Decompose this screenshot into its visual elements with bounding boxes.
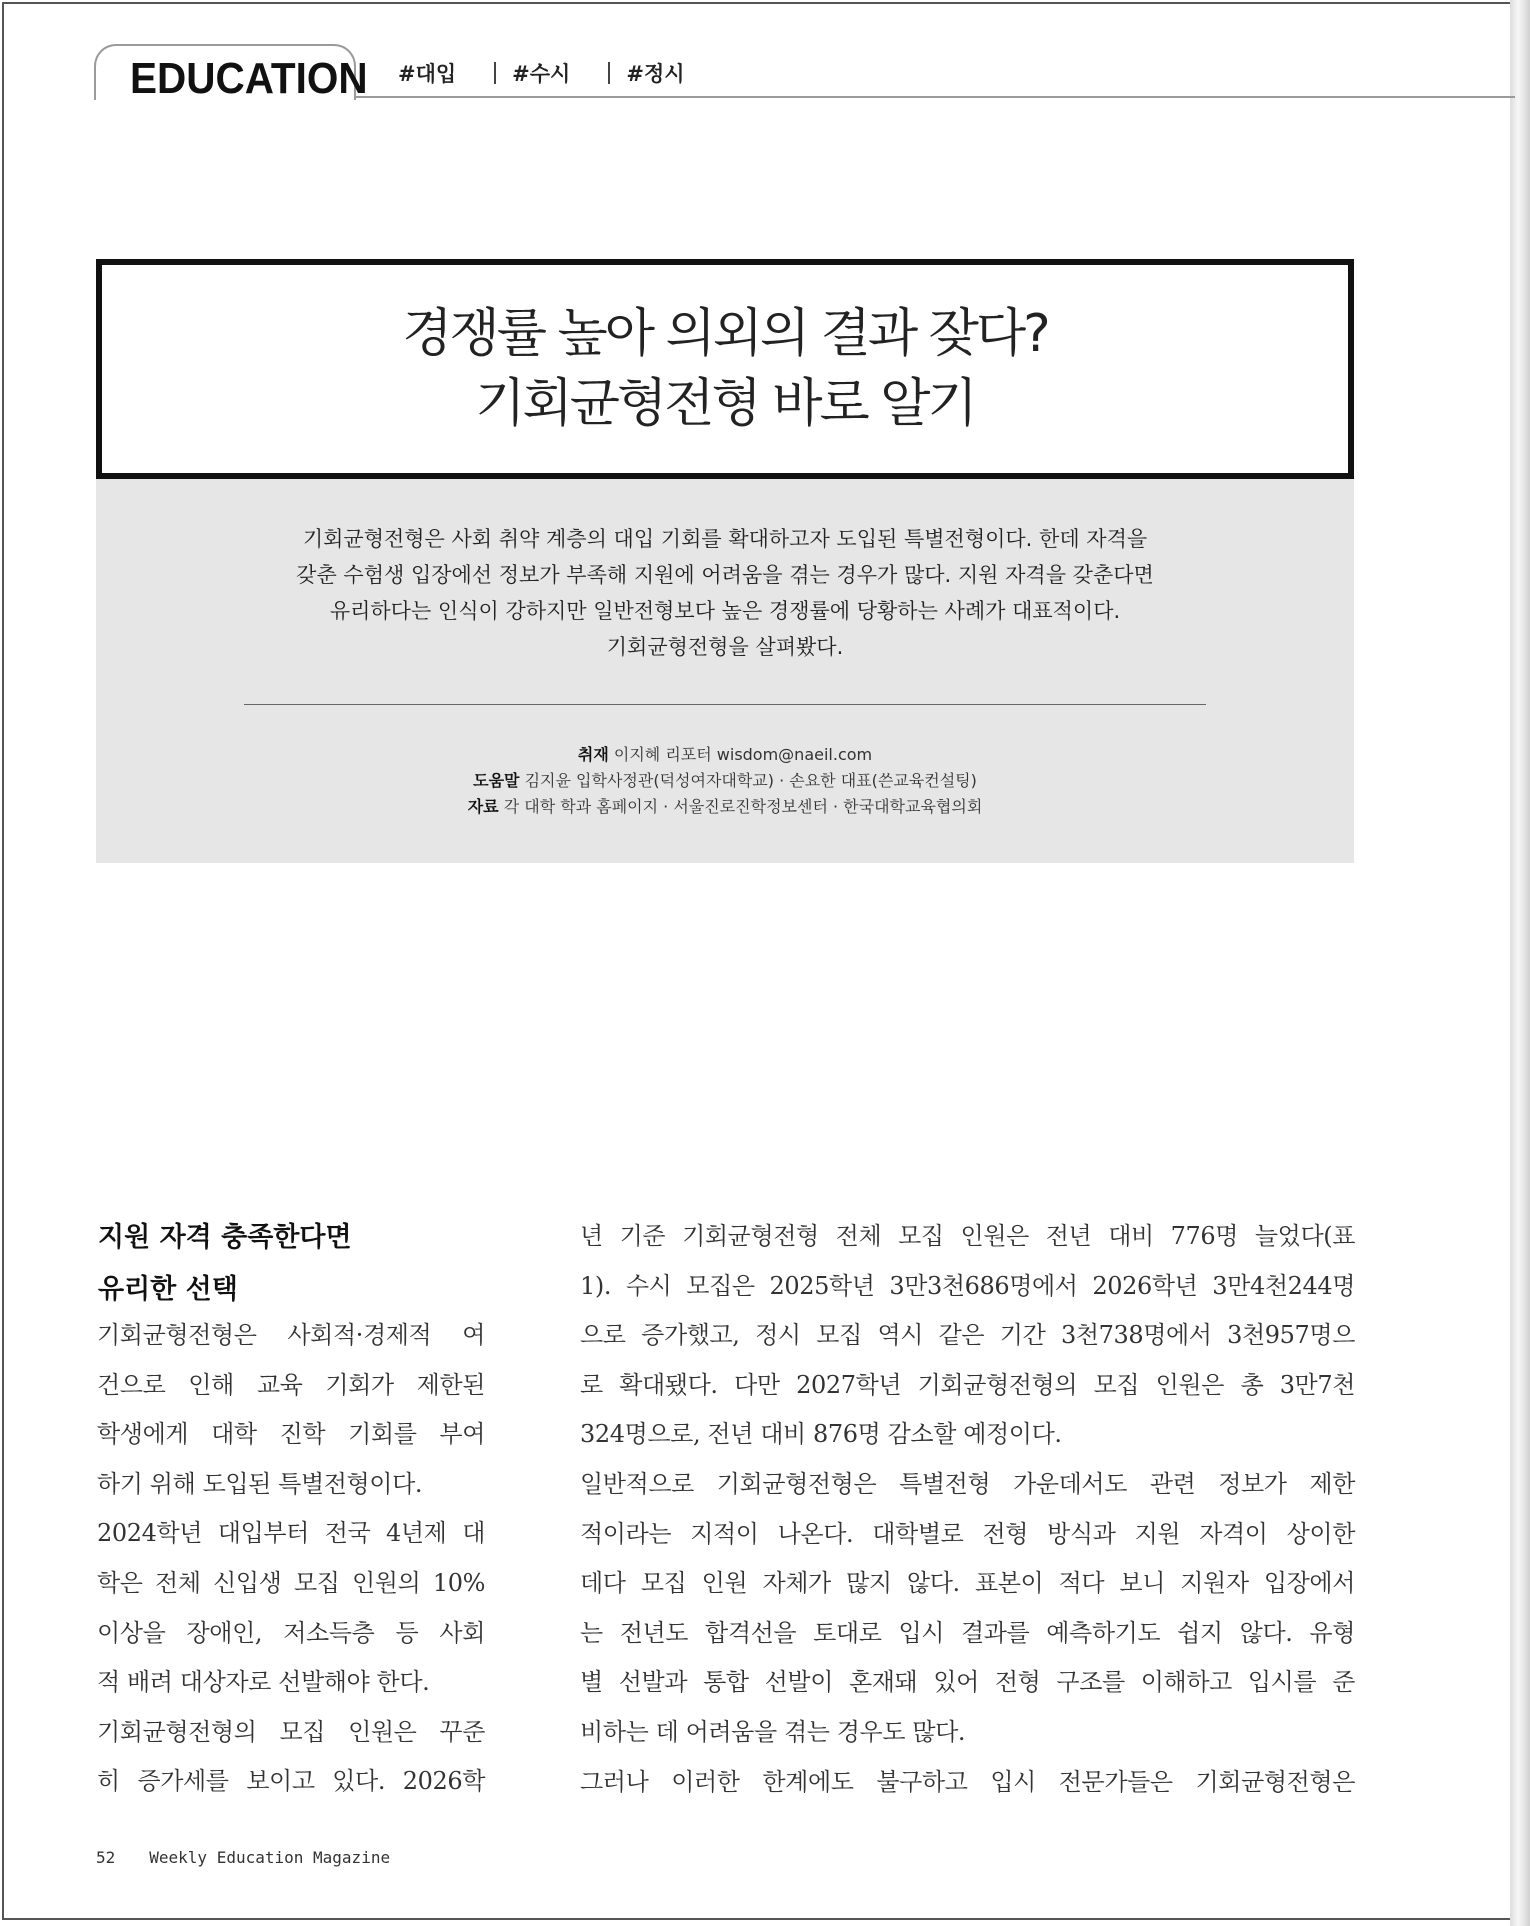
- headline-box: [96, 259, 1354, 479]
- tag-divider: [494, 62, 496, 84]
- page-footer: [96, 1848, 390, 1867]
- page-spine: [1510, 0, 1530, 1926]
- summary-text: [96, 521, 1354, 665]
- body-line: 324명으로, 전년 대비 876명 감소할 예정이다.: [580, 1420, 1062, 1449]
- credit-label: 자료: [467, 797, 499, 816]
- tag-divider: [608, 62, 610, 84]
- body-line: 2024학년 대입부터 전국 4년제 대: [97, 1519, 485, 1548]
- headline-line-2: 기회균형전형 바로 알기: [475, 374, 975, 434]
- subhead-line: 유리한 선택: [98, 1274, 238, 1305]
- tag-admission[interactable]: #대입: [398, 62, 457, 86]
- headline-line-1: 경쟁률 높아 의외의 결과 잦다?: [402, 304, 1048, 364]
- body-line: 별 선발과 통합 선발이 혼재돼 있어 전형 구조를 이해하고 입시를 준: [580, 1668, 1355, 1697]
- body-line: 는 전년도 합격선을 토대로 입시 결과를 예측하기도 쉽지 않다. 유형: [580, 1618, 1355, 1647]
- credit-help: [96, 768, 1354, 794]
- credit-value: 각 대학 학과 홈페이지 · 서울진로진학정보센터 · 한국대학교육협의회: [503, 797, 983, 816]
- body-line: 건으로 인해 교육 기회가 제한된: [97, 1370, 485, 1399]
- article-subhead: [98, 1212, 352, 1316]
- summary-line: 유리하다는 인식이 강하지만 일반전형보다 높은 경쟁률에 당황하는 사례가 대표적이다.: [329, 599, 1121, 623]
- body-line: 기회균형전형의 모집 인원은 꾸준: [97, 1717, 485, 1746]
- body-line: 데다 모집 인원 자체가 많지 않다. 표본이 적다 보니 지원자 입장에서: [580, 1569, 1355, 1598]
- magazine-name: Weekly Education Magazine: [149, 1848, 391, 1867]
- body-line: 학생에게 대학 진학 기회를 부여: [97, 1420, 485, 1449]
- body-line: 적 배려 대상자로 선발해야 한다.: [97, 1668, 430, 1697]
- body-line: 1). 수시 모집은 2025학년 3만3천686명에서 2026학년 3만4천244명: [580, 1271, 1355, 1300]
- tag-early[interactable]: #수시: [512, 62, 571, 86]
- body-line: 비하는 데 어려움을 겪는 경우도 많다.: [580, 1717, 966, 1746]
- body-line: 으로 증가했고, 정시 모집 역시 같은 기간 3천738명에서 3천957명으: [580, 1321, 1355, 1350]
- body-line: 로 확대됐다. 다만 2027학년 기회균형전형의 모집 인원은 총 3만7천: [580, 1370, 1355, 1399]
- credit-label: 도움말: [473, 771, 520, 790]
- summary-box: [96, 479, 1354, 863]
- body-line: 이상을 장애인, 저소득층 등 사회: [97, 1618, 485, 1647]
- section-label: EDUCATION: [130, 54, 368, 103]
- credit-value: 김지윤 입학사정관(덕성여자대학교) · 손요한 대표(쓴교육컨설팅): [524, 771, 977, 790]
- summary-line: 기회균형전형을 살펴봤다.: [606, 635, 844, 659]
- credit-reporting: [96, 742, 1354, 768]
- credits: [96, 742, 1354, 820]
- subhead-line: 지원 자격 충족한다면: [98, 1222, 352, 1253]
- summary-line: 기회균형전형은 사회 취약 계층의 대입 기회를 확대하고자 도입된 특별전형이다. 한데 자격을: [302, 527, 1148, 551]
- summary-divider: [244, 704, 1206, 705]
- body-line: 그러나 이러한 한계에도 불구하고 입시 전문가들은 기회균형전형은: [580, 1767, 1355, 1796]
- credit-source: [96, 794, 1354, 820]
- tag-regular[interactable]: #정시: [626, 62, 685, 86]
- tag-list: [398, 58, 685, 88]
- summary-line: 갖춘 수험생 입장에선 정보가 부족해 지원에 어려움을 겪는 경우가 많다. 지원 자격을 갖춘다면: [296, 563, 1154, 587]
- body-line: 일반적으로 기회균형전형은 특별전형 가운데서도 관련 정보가 제한: [580, 1469, 1355, 1498]
- article-column-left: [97, 1311, 485, 1807]
- body-line: 년 기준 기회균형전형 전체 모집 인원은 전년 대비 776명 늘었다(표: [580, 1222, 1355, 1250]
- body-line: 적이라는 지적이 나온다. 대학별로 전형 방식과 지원 자격이 상이한: [580, 1519, 1355, 1548]
- page-number: 52: [96, 1848, 116, 1867]
- article-column-right: [580, 1212, 1355, 1807]
- body-line: 하기 위해 도입된 특별전형이다.: [97, 1469, 423, 1498]
- credit-value: 이지혜 리포터 wisdom@naeil.com: [613, 745, 873, 764]
- credit-label: 취재: [577, 745, 609, 764]
- body-line: 히 증가세를 보이고 있다. 2026학: [97, 1767, 485, 1796]
- body-line: 기회균형전형은 사회적·경제적 여: [97, 1321, 485, 1349]
- body-line: 학은 전체 신입생 모집 인원의 10%: [97, 1568, 485, 1597]
